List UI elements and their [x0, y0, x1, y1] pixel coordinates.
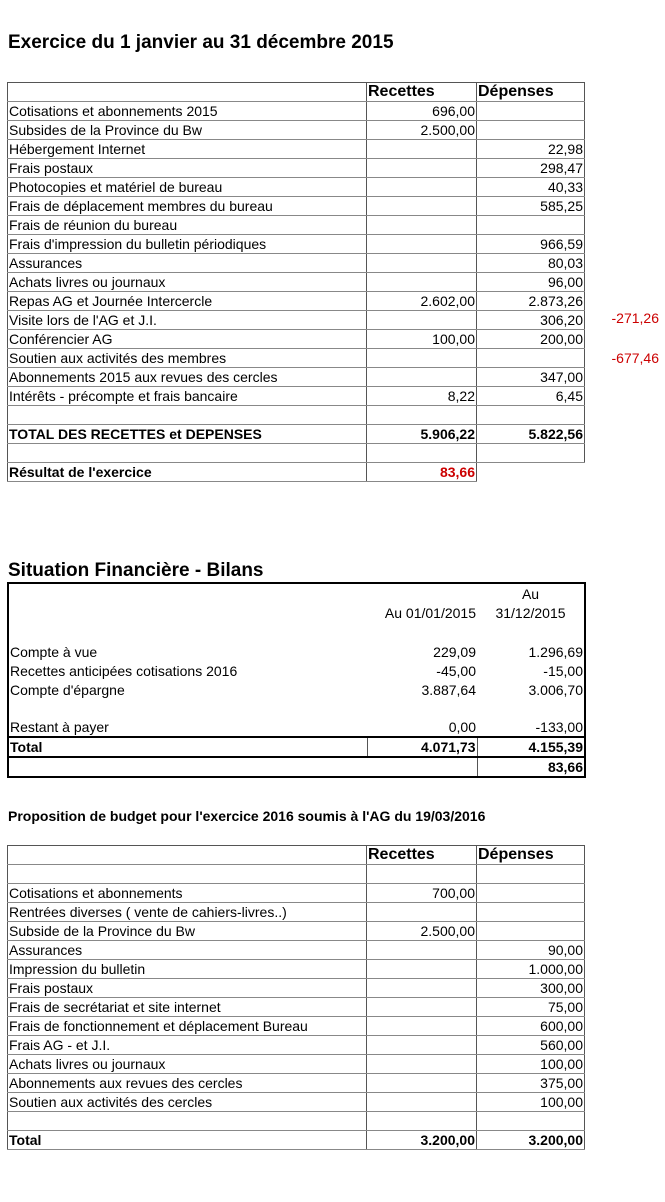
side-note-2: -677,46 — [611, 350, 659, 366]
row-depenses: 100,00 — [477, 1055, 585, 1074]
row-label: Hébergement Internet — [8, 140, 367, 159]
table-row — [8, 197, 585, 216]
table-row — [8, 121, 585, 140]
total-recettes: 5.906,22 — [367, 425, 477, 444]
row-recettes — [367, 197, 477, 216]
table-row — [8, 349, 585, 368]
empty-row — [8, 865, 585, 884]
row-depenses: 2.873,26 — [477, 292, 585, 311]
row-depenses: 560,00 — [477, 1036, 585, 1055]
col2-line1: Au — [521, 585, 540, 602]
section3-title: Proposition de budget pour l'exercice 2016 soumis à l'AG du 19/03/2016 — [8, 808, 486, 824]
row-recettes — [367, 941, 477, 960]
total-recettes: 3.200,00 — [367, 1131, 477, 1150]
row-label: Repas AG et Journée Intercercle — [8, 292, 367, 311]
table-row — [8, 273, 585, 292]
row-depenses: 75,00 — [477, 998, 585, 1017]
table-row — [8, 884, 585, 903]
row-depenses — [477, 349, 585, 368]
total-label: TOTAL DES RECETTES et DEPENSES — [8, 425, 367, 444]
row-depenses — [477, 216, 585, 235]
row-recettes — [367, 349, 477, 368]
difference-row — [8, 757, 585, 777]
row-label: Cotisations et abonnements 2015 — [8, 102, 367, 121]
table-row — [8, 960, 585, 979]
col-depenses: Dépenses — [477, 83, 585, 102]
row-label: Cotisations et abonnements — [8, 884, 367, 903]
table-row — [8, 292, 585, 311]
table-row — [8, 140, 585, 159]
balance-table — [7, 582, 586, 778]
row-recettes: 100,00 — [367, 330, 477, 349]
row-recettes: 2.500,00 — [367, 922, 477, 941]
table-row: Restant à payer 0,00 -133,00 — [10, 719, 583, 735]
table-header-row — [8, 846, 585, 865]
row-depenses: 375,00 — [477, 1074, 585, 1093]
row-recettes: 700,00 — [367, 884, 477, 903]
row-recettes — [367, 216, 477, 235]
result-value: 83,66 — [367, 463, 477, 482]
row-label: Achats livres ou journaux — [8, 1055, 367, 1074]
table-row — [8, 216, 585, 235]
total-row — [8, 425, 585, 444]
row-depenses: 100,00 — [477, 1093, 585, 1112]
budget-table — [7, 845, 585, 1150]
row-label: Subsides de la Province du Bw — [8, 121, 367, 140]
row-recettes — [367, 1036, 477, 1055]
result-label: Résultat de l'exercice — [8, 463, 367, 482]
row-label: Frais AG - et J.I. — [8, 1036, 367, 1055]
empty-row — [8, 406, 585, 425]
empty-row — [8, 1112, 585, 1131]
row-label: Soutien aux activités des cercles — [8, 1093, 367, 1112]
row-depenses: 6,45 — [477, 387, 585, 406]
row-label: Abonnements 2015 aux revues des cercles — [8, 368, 367, 387]
row-label: Frais d'impression du bulletin périodiques — [8, 235, 367, 254]
row-label: Frais postaux — [8, 979, 367, 998]
row-recettes — [367, 903, 477, 922]
table-row — [8, 1036, 585, 1055]
table-row — [8, 330, 585, 349]
row-depenses: 40,33 — [477, 178, 585, 197]
row-depenses: 298,47 — [477, 159, 585, 178]
table-header-row — [8, 83, 585, 102]
row-recettes — [367, 960, 477, 979]
table-row — [8, 387, 585, 406]
row-depenses: 300,00 — [477, 979, 585, 998]
table-row: Compte à vue 229,09 1.296,69 — [10, 643, 583, 660]
row-depenses: 80,03 — [477, 254, 585, 273]
row-depenses: 1.000,00 — [477, 960, 585, 979]
row-depenses — [477, 884, 585, 903]
table-row — [8, 159, 585, 178]
table-row: Compte d'épargne 3.887,64 3.006,70 — [10, 681, 583, 698]
total-depenses: 3.200,00 — [477, 1131, 585, 1150]
row-recettes — [367, 1055, 477, 1074]
table-row — [8, 998, 585, 1017]
income-expense-table — [7, 82, 585, 482]
row-label: Achats livres ou journaux — [8, 273, 367, 292]
total-row — [8, 1131, 585, 1150]
row-depenses: 22,98 — [477, 140, 585, 159]
row-recettes — [367, 979, 477, 998]
table-header-row — [8, 603, 585, 623]
row-recettes — [367, 178, 477, 197]
row-depenses: 200,00 — [477, 330, 585, 349]
row-label: Intérêts - précompte et frais bancaire — [8, 387, 367, 406]
table-row: Recettes anticipées cotisations 2016 -45,00 -15,00 — [10, 662, 583, 679]
section1-title: Exercice du 1 janvier au 31 décembre 2015 — [8, 32, 394, 53]
row-label: Rentrées diverses ( vente de cahiers-livres..) — [8, 903, 367, 922]
row-depenses — [477, 121, 585, 140]
row-label: Abonnements aux revues des cercles — [8, 1074, 367, 1093]
section2-title: Situation Financière - Bilans — [8, 560, 264, 581]
row-recettes — [367, 273, 477, 292]
row-depenses: 585,25 — [477, 197, 585, 216]
table-row — [8, 254, 585, 273]
balance-difference: 83,66 — [477, 757, 585, 777]
row-recettes — [367, 140, 477, 159]
row-label: Frais postaux — [8, 159, 367, 178]
col-recettes: Recettes — [367, 83, 477, 102]
table-row — [8, 903, 585, 922]
row-recettes: 2.500,00 — [367, 121, 477, 140]
row-label: Assurances — [8, 254, 367, 273]
row-recettes — [367, 159, 477, 178]
table-row — [8, 1017, 585, 1036]
table-row — [8, 941, 585, 960]
row-label: Frais de fonctionnement et déplacement Bureau — [8, 1017, 367, 1036]
row-recettes — [367, 998, 477, 1017]
table-row — [8, 1055, 585, 1074]
row-label: Subside de la Province du Bw — [8, 922, 367, 941]
total-row: Total 4.071,73 4.155,39 — [10, 739, 583, 755]
side-note-1: -271,26 — [611, 310, 659, 326]
table-row — [8, 1093, 585, 1112]
row-recettes — [367, 1093, 477, 1112]
row-recettes — [367, 368, 477, 387]
row-depenses — [477, 922, 585, 941]
total-label: Total — [8, 1131, 367, 1150]
row-depenses — [477, 102, 585, 121]
col-depenses: Dépenses — [477, 846, 585, 865]
table-row — [8, 311, 585, 330]
row-depenses: 347,00 — [477, 368, 585, 387]
total-depenses: 5.822,56 — [477, 425, 585, 444]
row-recettes — [367, 311, 477, 330]
row-label: Impression du bulletin — [8, 960, 367, 979]
row-recettes — [367, 254, 477, 273]
table-row — [8, 102, 585, 121]
row-label: Conférencier AG — [8, 330, 367, 349]
row-label: Visite lors de l'AG et J.I. — [8, 311, 367, 330]
table-row — [8, 368, 585, 387]
row-label: Assurances — [8, 941, 367, 960]
row-label: Soutien aux activités des membres — [8, 349, 367, 368]
row-label: Photocopies et matériel de bureau — [8, 178, 367, 197]
row-depenses: 966,59 — [477, 235, 585, 254]
col2-line2: 31/12/2015 — [495, 605, 566, 621]
row-recettes: 2.602,00 — [367, 292, 477, 311]
table-row — [8, 922, 585, 941]
row-depenses: 90,00 — [477, 941, 585, 960]
table-row — [8, 979, 585, 998]
table-header-row — [8, 583, 585, 603]
row-recettes: 696,00 — [367, 102, 477, 121]
empty-row — [8, 444, 585, 463]
col-recettes: Recettes — [367, 846, 477, 865]
row-recettes — [367, 1074, 477, 1093]
table-row — [8, 1074, 585, 1093]
row-label: Frais de réunion du bureau — [8, 216, 367, 235]
col1-header: Au 01/01/2015 — [384, 605, 476, 621]
table-row — [8, 235, 585, 254]
row-recettes: 8,22 — [367, 387, 477, 406]
row-recettes — [367, 1017, 477, 1036]
row-recettes — [367, 235, 477, 254]
row-label: Frais de secrétariat et site internet — [8, 998, 367, 1017]
result-row — [8, 463, 585, 482]
row-depenses — [477, 903, 585, 922]
table-row — [8, 178, 585, 197]
row-depenses: 306,20 — [477, 311, 585, 330]
row-depenses: 600,00 — [477, 1017, 585, 1036]
row-label: Frais de déplacement membres du bureau — [8, 197, 367, 216]
row-depenses: 96,00 — [477, 273, 585, 292]
